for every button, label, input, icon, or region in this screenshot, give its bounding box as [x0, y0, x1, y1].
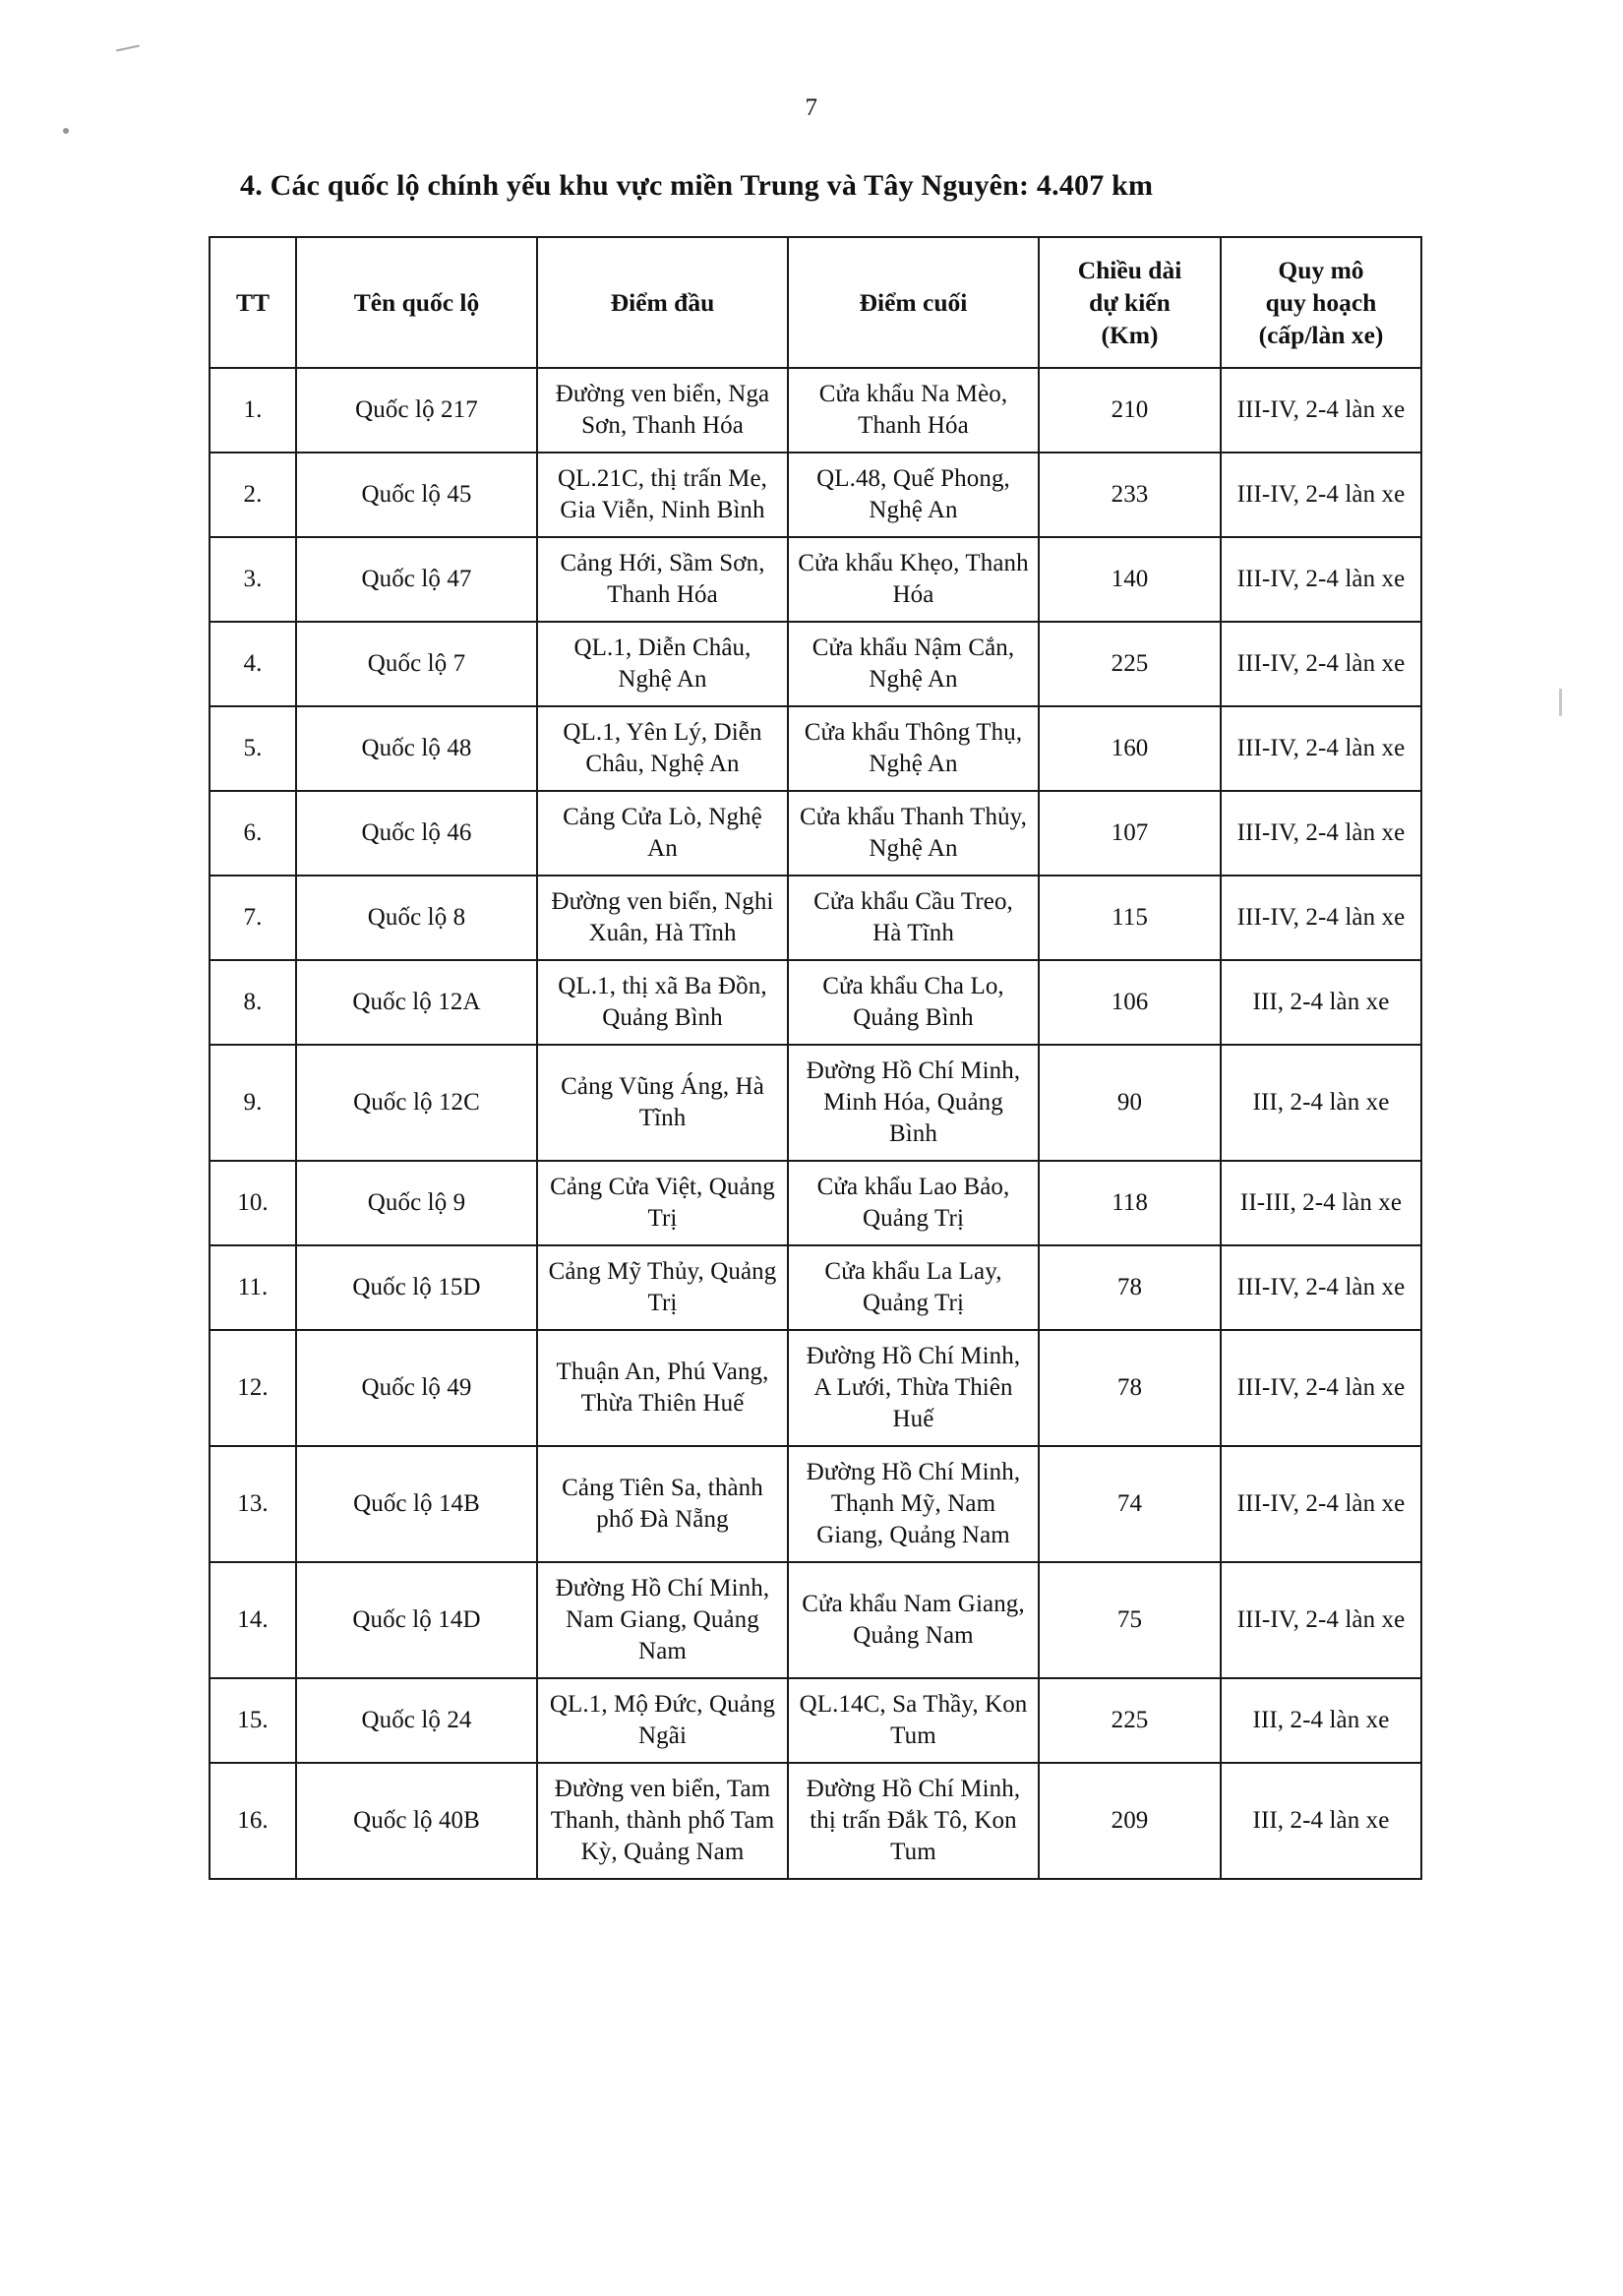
- cell-end-point: Cửa khẩu Na Mèo, Thanh Hóa: [788, 368, 1039, 453]
- cell-tt: 9.: [210, 1045, 296, 1161]
- scan-artifact-line: [1559, 689, 1562, 716]
- cell-start-point: QL.1, thị xã Ba Đồn, Quảng Bình: [537, 960, 788, 1045]
- table-header: [210, 237, 1421, 368]
- cell-tt: 2.: [210, 453, 296, 537]
- cell-end-point: Đường Hồ Chí Minh, Minh Hóa, Quảng Bình: [788, 1045, 1039, 1161]
- cell-plan: III, 2-4 làn xe: [1221, 1045, 1421, 1161]
- cell-length: 75: [1039, 1562, 1221, 1678]
- cell-length: 74: [1039, 1446, 1221, 1562]
- national-highways-table: [209, 236, 1422, 1880]
- cell-tt: 8.: [210, 960, 296, 1045]
- cell-route-name: Quốc lộ 49: [296, 1330, 537, 1446]
- cell-route-name: Quốc lộ 15D: [296, 1245, 537, 1330]
- cell-end-point: Đường Hồ Chí Minh, A Lưới, Thừa Thiên Huế: [788, 1330, 1039, 1446]
- cell-length: 225: [1039, 1678, 1221, 1763]
- cell-tt: 13.: [210, 1446, 296, 1562]
- table-row: [210, 1763, 1421, 1879]
- cell-route-name: Quốc lộ 48: [296, 706, 537, 791]
- cell-route-name: Quốc lộ 47: [296, 537, 537, 622]
- cell-length: 209: [1039, 1763, 1221, 1879]
- cell-plan: III-IV, 2-4 làn xe: [1221, 1446, 1421, 1562]
- table-row: [210, 622, 1421, 706]
- column-header-plan-line1: Quy mô: [1278, 256, 1364, 284]
- table-row: [210, 706, 1421, 791]
- cell-plan: III, 2-4 làn xe: [1221, 1678, 1421, 1763]
- cell-start-point: Đường ven biển, Nga Sơn, Thanh Hóa: [537, 368, 788, 453]
- cell-tt: 1.: [210, 368, 296, 453]
- cell-start-point: Cảng Cửa Việt, Quảng Trị: [537, 1161, 788, 1245]
- cell-route-name: Quốc lộ 14D: [296, 1562, 537, 1678]
- cell-plan: III, 2-4 làn xe: [1221, 1763, 1421, 1879]
- cell-length: 210: [1039, 368, 1221, 453]
- cell-start-point: Cảng Vũng Áng, Hà Tĩnh: [537, 1045, 788, 1161]
- cell-tt: 10.: [210, 1161, 296, 1245]
- cell-plan: III-IV, 2-4 làn xe: [1221, 368, 1421, 453]
- column-header-length-line2: dự kiến: [1089, 288, 1171, 318]
- cell-length: 118: [1039, 1161, 1221, 1245]
- cell-plan: III-IV, 2-4 làn xe: [1221, 1562, 1421, 1678]
- column-header-length-line3: (Km): [1101, 321, 1159, 350]
- cell-route-name: Quốc lộ 7: [296, 622, 537, 706]
- cell-end-point: Cửa khẩu Nam Giang, Quảng Nam: [788, 1562, 1039, 1678]
- cell-tt: 15.: [210, 1678, 296, 1763]
- column-header-plan-scale: [1221, 237, 1421, 368]
- cell-length: 90: [1039, 1045, 1221, 1161]
- cell-plan: III-IV, 2-4 làn xe: [1221, 706, 1421, 791]
- cell-end-point: Đường Hồ Chí Minh, thị trấn Đắk Tô, Kon Tum: [788, 1763, 1039, 1879]
- column-header-tt: TT: [210, 237, 296, 368]
- cell-start-point: QL.1, Yên Lý, Diễn Châu, Nghệ An: [537, 706, 788, 791]
- table-row: [210, 1161, 1421, 1245]
- cell-length: 107: [1039, 791, 1221, 876]
- cell-end-point: Đường Hồ Chí Minh, Thạnh Mỹ, Nam Giang, Quảng Nam: [788, 1446, 1039, 1562]
- cell-tt: 11.: [210, 1245, 296, 1330]
- table-row: [210, 1245, 1421, 1330]
- table-body: [210, 368, 1421, 1879]
- column-header-length: [1039, 237, 1221, 368]
- table-row: [210, 1562, 1421, 1678]
- cell-route-name: Quốc lộ 12A: [296, 960, 537, 1045]
- cell-plan: III-IV, 2-4 làn xe: [1221, 1330, 1421, 1446]
- cell-route-name: Quốc lộ 8: [296, 876, 537, 960]
- cell-length: 115: [1039, 876, 1221, 960]
- cell-end-point: Cửa khẩu Lao Bảo, Quảng Trị: [788, 1161, 1039, 1245]
- table-row: [210, 876, 1421, 960]
- cell-length: 106: [1039, 960, 1221, 1045]
- table-row: [210, 960, 1421, 1045]
- cell-tt: 6.: [210, 791, 296, 876]
- column-header-route-name: Tên quốc lộ: [296, 237, 537, 368]
- cell-end-point: Cửa khẩu Nậm Cắn, Nghệ An: [788, 622, 1039, 706]
- table-header-row: [210, 237, 1421, 368]
- cell-plan: III-IV, 2-4 làn xe: [1221, 453, 1421, 537]
- cell-start-point: QL.1, Diễn Châu, Nghệ An: [537, 622, 788, 706]
- page-number: 7: [805, 94, 818, 121]
- cell-end-point: QL.48, Quế Phong, Nghệ An: [788, 453, 1039, 537]
- cell-end-point: Cửa khẩu Khẹo, Thanh Hóa: [788, 537, 1039, 622]
- cell-length: 233: [1039, 453, 1221, 537]
- table-row: [210, 453, 1421, 537]
- cell-tt: 16.: [210, 1763, 296, 1879]
- cell-start-point: Cảng Tiên Sa, thành phố Đà Nẵng: [537, 1446, 788, 1562]
- table-row: [210, 537, 1421, 622]
- cell-end-point: Cửa khẩu Cha Lo, Quảng Bình: [788, 960, 1039, 1045]
- cell-route-name: Quốc lộ 9: [296, 1161, 537, 1245]
- column-header-end-point: Điểm cuối: [788, 237, 1039, 368]
- cell-start-point: QL.1, Mộ Đức, Quảng Ngãi: [537, 1678, 788, 1763]
- cell-length: 160: [1039, 706, 1221, 791]
- cell-end-point: Cửa khẩu Thanh Thủy, Nghệ An: [788, 791, 1039, 876]
- table-row: [210, 368, 1421, 453]
- cell-end-point: QL.14C, Sa Thầy, Kon Tum: [788, 1678, 1039, 1763]
- cell-length: 225: [1039, 622, 1221, 706]
- cell-start-point: QL.21C, thị trấn Me, Gia Viễn, Ninh Bình: [537, 453, 788, 537]
- column-header-start-point: Điểm đầu: [537, 237, 788, 368]
- cell-end-point: Cửa khẩu La Lay, Quảng Trị: [788, 1245, 1039, 1330]
- scan-artifact-dot: [63, 128, 69, 134]
- cell-tt: 12.: [210, 1330, 296, 1446]
- cell-route-name: Quốc lộ 40B: [296, 1763, 537, 1879]
- cell-route-name: Quốc lộ 46: [296, 791, 537, 876]
- cell-route-name: Quốc lộ 45: [296, 453, 537, 537]
- cell-end-point: Cửa khẩu Cầu Treo, Hà Tĩnh: [788, 876, 1039, 960]
- table-row: [210, 1446, 1421, 1562]
- cell-start-point: Cảng Mỹ Thủy, Quảng Trị: [537, 1245, 788, 1330]
- cell-plan: III-IV, 2-4 làn xe: [1221, 876, 1421, 960]
- cell-start-point: Thuận An, Phú Vang, Thừa Thiên Huế: [537, 1330, 788, 1446]
- cell-plan: III-IV, 2-4 làn xe: [1221, 537, 1421, 622]
- cell-plan: II-III, 2-4 làn xe: [1221, 1161, 1421, 1245]
- table-row: [210, 1330, 1421, 1446]
- table-row: [210, 1045, 1421, 1161]
- cell-start-point: Cảng Cửa Lò, Nghệ An: [537, 791, 788, 876]
- cell-route-name: Quốc lộ 12C: [296, 1045, 537, 1161]
- cell-tt: 4.: [210, 622, 296, 706]
- table-row: [210, 1678, 1421, 1763]
- cell-plan: III-IV, 2-4 làn xe: [1221, 622, 1421, 706]
- column-header-plan-line3: (cấp/làn xe): [1258, 321, 1384, 350]
- cell-start-point: Cảng Hới, Sầm Sơn, Thanh Hóa: [537, 537, 788, 622]
- cell-tt: 14.: [210, 1562, 296, 1678]
- cell-tt: 7.: [210, 876, 296, 960]
- cell-end-point: Cửa khẩu Thông Thụ, Nghệ An: [788, 706, 1039, 791]
- cell-tt: 3.: [210, 537, 296, 622]
- column-header-length-line1: Chiều dài: [1077, 256, 1182, 284]
- cell-start-point: Đường ven biển, Nghi Xuân, Hà Tĩnh: [537, 876, 788, 960]
- table-row: [210, 791, 1421, 876]
- cell-route-name: Quốc lộ 14B: [296, 1446, 537, 1562]
- cell-route-name: Quốc lộ 24: [296, 1678, 537, 1763]
- cell-start-point: Đường ven biển, Tam Thanh, thành phố Tam Kỳ, Quảng Nam: [537, 1763, 788, 1879]
- section-heading: 4. Các quốc lộ chính yếu khu vực miền Trung và Tây Nguyên: 4.407 km: [240, 169, 1154, 202]
- cell-route-name: Quốc lộ 217: [296, 368, 537, 453]
- column-header-plan-line2: quy hoạch: [1265, 288, 1377, 318]
- cell-plan: III-IV, 2-4 làn xe: [1221, 1245, 1421, 1330]
- scan-artifact-mark: [116, 45, 140, 52]
- cell-plan: III, 2-4 làn xe: [1221, 960, 1421, 1045]
- cell-length: 78: [1039, 1330, 1221, 1446]
- cell-plan: III-IV, 2-4 làn xe: [1221, 791, 1421, 876]
- cell-length: 140: [1039, 537, 1221, 622]
- cell-start-point: Đường Hồ Chí Minh, Nam Giang, Quảng Nam: [537, 1562, 788, 1678]
- cell-tt: 5.: [210, 706, 296, 791]
- cell-length: 78: [1039, 1245, 1221, 1330]
